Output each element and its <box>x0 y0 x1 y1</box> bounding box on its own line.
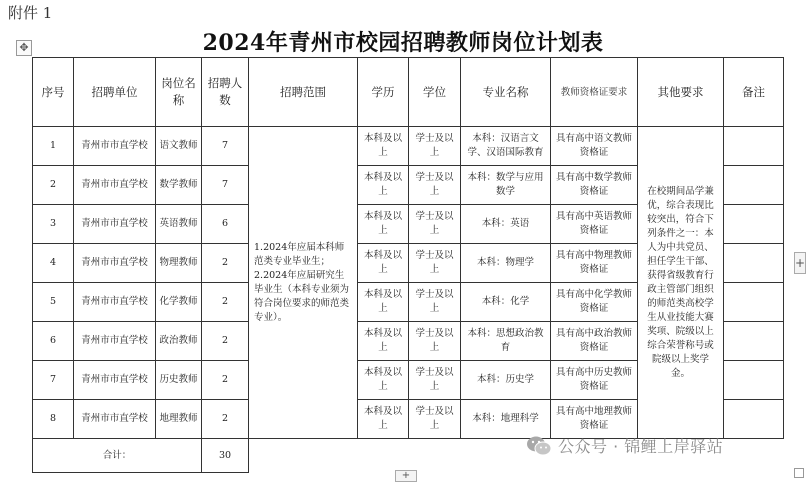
cell-seq: 8 <box>33 400 74 439</box>
cell-position: 英语教师 <box>156 205 202 244</box>
header-count: 招聘人数 <box>202 58 249 127</box>
cell-unit: 青州市市直学校 <box>74 166 156 205</box>
table-row <box>33 127 784 166</box>
header-other: 其他要求 <box>638 58 724 127</box>
cell-major: 本科：物理学 <box>461 244 551 283</box>
cell-degree: 学士及以上 <box>409 400 461 439</box>
cell-remarks <box>724 244 784 283</box>
cell-major: 本科：数学与应用数学 <box>461 166 551 205</box>
cell-position: 化学教师 <box>156 283 202 322</box>
cell-education: 本科及以上 <box>358 166 409 205</box>
cell-qualification: 具有高中语文教师资格证 <box>551 127 638 166</box>
header-education: 学历 <box>358 58 409 127</box>
total-label: 合计： <box>33 439 202 473</box>
cell-unit: 青州市市直学校 <box>74 361 156 400</box>
cell-count: 2 <box>202 283 249 322</box>
cell-position: 历史教师 <box>156 361 202 400</box>
cell-qualification: 具有高中地理教师资格证 <box>551 400 638 439</box>
cell-education: 本科及以上 <box>358 361 409 400</box>
cell-education: 本科及以上 <box>358 244 409 283</box>
cell-remarks <box>724 283 784 322</box>
cell-major: 本科：化学 <box>461 283 551 322</box>
cell-qualification: 具有高中政治教师资格证 <box>551 322 638 361</box>
cell-remarks <box>724 205 784 244</box>
header-seq: 序号 <box>33 58 74 127</box>
cell-education: 本科及以上 <box>358 400 409 439</box>
recruitment-plan-table <box>32 57 784 473</box>
cell-degree: 学士及以上 <box>409 322 461 361</box>
cell-seq: 2 <box>33 166 74 205</box>
header-major: 专业名称 <box>461 58 551 127</box>
cell-seq: 4 <box>33 244 74 283</box>
cell-remarks <box>724 166 784 205</box>
cell-count: 2 <box>202 400 249 439</box>
add-row-plus-icon[interactable]: + <box>395 470 417 482</box>
cell-major: 本科：汉语言文学、汉语国际教育 <box>461 127 551 166</box>
cell-major: 本科：思想政治教育 <box>461 322 551 361</box>
cell-degree: 学士及以上 <box>409 127 461 166</box>
cell-major: 本科：历史学 <box>461 361 551 400</box>
cell-position: 语文教师 <box>156 127 202 166</box>
cell-education: 本科及以上 <box>358 283 409 322</box>
header-degree: 学位 <box>409 58 461 127</box>
cell-remarks <box>724 400 784 439</box>
cell-seq: 1 <box>33 127 74 166</box>
cell-count: 2 <box>202 361 249 400</box>
cell-degree: 学士及以上 <box>409 166 461 205</box>
header-qualification: 教师资格证要求 <box>551 58 638 127</box>
cell-seq: 3 <box>33 205 74 244</box>
cell-education: 本科及以上 <box>358 322 409 361</box>
cell-unit: 青州市市直学校 <box>74 127 156 166</box>
cell-position: 数学教师 <box>156 166 202 205</box>
cell-seq: 5 <box>33 283 74 322</box>
cell-degree: 学士及以上 <box>409 205 461 244</box>
cell-qualification: 具有高中化学教师资格证 <box>551 283 638 322</box>
cell-major: 本科：地理科学 <box>461 400 551 439</box>
cell-count: 2 <box>202 244 249 283</box>
watermark-text: 公众号 · 锦鲤上岸驿站 <box>558 437 724 456</box>
cell-qualification: 具有高中英语教师资格证 <box>551 205 638 244</box>
cell-seq: 6 <box>33 322 74 361</box>
cell-unit: 青州市市直学校 <box>74 283 156 322</box>
cell-qualification: 具有高中物理教师资格证 <box>551 244 638 283</box>
other-requirements-cell: 在校期间品学兼优，综合表现比较突出，符合下列条件之一：本人为中共党员、担任学生干部、获得省级教育行政主管部门组织的师范类高校学生从业技能大赛奖项、院级以上综合荣誉称号或院级以上奖学金。 <box>638 127 724 439</box>
cell-degree: 学士及以上 <box>409 361 461 400</box>
watermark <box>526 434 723 457</box>
header-remarks: 备注 <box>724 58 784 127</box>
cell-degree: 学士及以上 <box>409 283 461 322</box>
header-unit: 招聘单位 <box>74 58 156 127</box>
cell-remarks <box>724 127 784 166</box>
cell-major: 本科：英语 <box>461 205 551 244</box>
header-position-name: 岗位名称 <box>156 58 202 127</box>
add-column-plus-icon[interactable]: + <box>794 252 806 274</box>
cell-qualification: 具有高中历史教师资格证 <box>551 361 638 400</box>
scope-cell: 1.2024年应届本科师范类专业毕业生；2.2024年应届研究生毕业生（本科专业须为符合岗位要求的师范类专业）。 <box>249 127 358 439</box>
wechat-icon <box>526 435 552 457</box>
cell-count: 7 <box>202 166 249 205</box>
cell-position: 地理教师 <box>156 400 202 439</box>
table-move-handle-icon[interactable]: ✥ <box>16 40 32 56</box>
cell-qualification: 具有高中数学教师资格证 <box>551 166 638 205</box>
cell-remarks <box>724 361 784 400</box>
header-row <box>33 58 784 127</box>
cell-seq: 7 <box>33 361 74 400</box>
cell-unit: 青州市市直学校 <box>74 400 156 439</box>
resize-handle[interactable] <box>794 468 804 478</box>
attachment-label: 附件 1 <box>8 4 53 22</box>
cell-position: 政治教师 <box>156 322 202 361</box>
cell-unit: 青州市市直学校 <box>74 205 156 244</box>
cell-position: 物理教师 <box>156 244 202 283</box>
cell-education: 本科及以上 <box>358 205 409 244</box>
cell-education: 本科及以上 <box>358 127 409 166</box>
cell-remarks <box>724 322 784 361</box>
cell-count: 7 <box>202 127 249 166</box>
cell-count: 6 <box>202 205 249 244</box>
page-title: 2024年青州市校园招聘教师岗位计划表 <box>202 30 604 56</box>
total-value: 30 <box>202 439 249 473</box>
cell-degree: 学士及以上 <box>409 244 461 283</box>
cell-unit: 青州市市直学校 <box>74 322 156 361</box>
cell-count: 2 <box>202 322 249 361</box>
cell-unit: 青州市市直学校 <box>74 244 156 283</box>
header-scope: 招聘范围 <box>249 58 358 127</box>
